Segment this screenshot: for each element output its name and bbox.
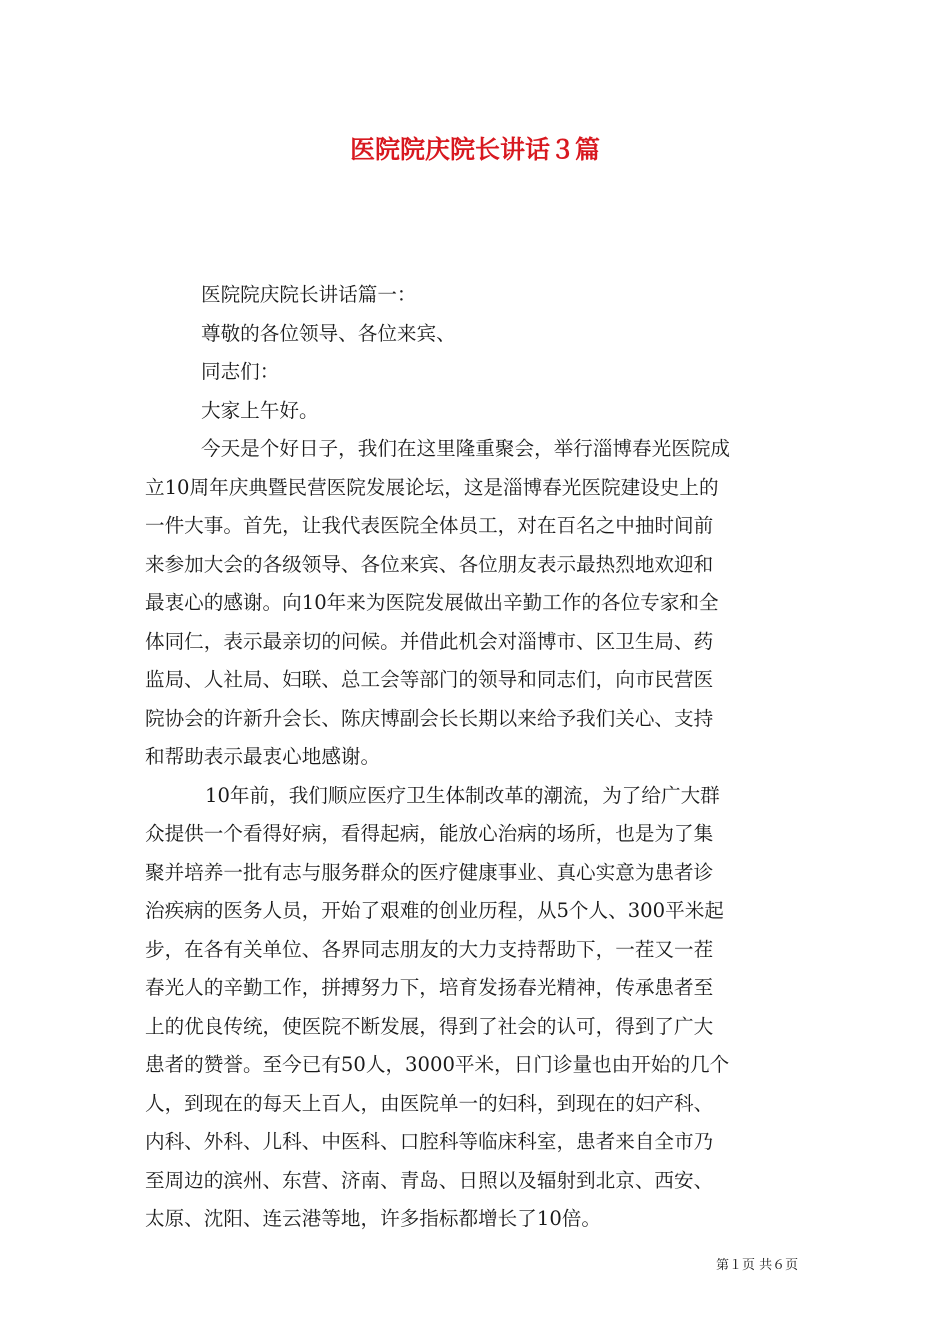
page-title: 医院院庆院长讲话３篇 [349,135,600,164]
paragraph-line: 和帮助表示最衷心地感谢。 [145,745,381,768]
page-number: 第１页 共６页 [716,1258,799,1273]
paragraph-line: 治疾病的医务人员，开始了艰难的创业历程，从5个人、300平米起 [145,899,724,922]
salutation-line: 同志们： [201,360,280,383]
paragraph-line: 聚并培养一批有志与服务群众的医疗健康事业、真心实意为患者诊 [145,860,714,884]
paragraph-line: 立10周年庆典暨民营医院发展论坛，这是淄博春光医院建设史上的 [145,475,719,499]
paragraph-line: 今天是个好日子，我们在这里隆重聚会，举行淄博春光医院成 [201,437,731,460]
paragraph-line: 至周边的滨州、东营、济南、青岛、日照以及辐射到北京、西安、 [145,1168,714,1192]
salutation-line: 尊敬的各位领导、各位来宾、 [201,321,456,345]
paragraph-line: 监局、人社局、妇联、总工会等部门的领导和同志们，向市民营医 [145,668,714,691]
document-body [145,276,805,1239]
paragraph-line: 人，到现在的每天上百人，由医院单一的妇科，到现在的妇产科、 [145,1091,714,1115]
section-heading: 医院院庆院长讲话篇一： [201,283,417,306]
paragraph-line: 众提供一个看得好病，看得起病，能放心治病的场所，也是为了集 [145,822,714,845]
paragraph-line: 一件大事。首先，让我代表医院全体员工，对在百名之中抽时间前 [145,514,714,537]
paragraph-line: 最衷心的感谢。向10年来为医院发展做出辛勤工作的各位专家和全 [145,591,719,614]
paragraph-line: 院协会的许新升会长、陈庆博副会长长期以来给予我们关心、支持 [145,706,714,730]
paragraph-line: 来参加大会的各级领导、各位来宾、各位朋友表示最热烈地欢迎和 [145,552,714,576]
paragraph-line: 太原、沈阳、连云港等地，许多指标都增长了10倍。 [145,1207,601,1230]
paragraph-line: 上的优良传统，使医院不断发展，得到了社会的认可，得到了广大 [145,1014,714,1038]
paragraph-line: 体同仁，表示最亲切的问候。并借此机会对淄博市、区卫生局、药 [145,629,714,653]
greeting-line: 大家上午好。 [201,398,319,422]
paragraph-line: 内科、外科、儿科、中医科、口腔科等临床科室，患者来自全市乃 [145,1130,714,1153]
paragraph-line: 10年前，我们顺应医疗卫生体制改革的潮流，为了给广大群 [205,783,720,807]
paragraph-line: 步，在各有关单位、各界同志朋友的大力支持帮助下，一茬又一茬 [145,937,714,961]
paragraph-line: 春光人的辛勤工作，拼搏努力下，培育发扬春光精神，传承患者至 [145,976,714,999]
paragraph-line: 患者的赞誉。至今已有50人，3000平米，日门诊量也由开始的几个 [145,1053,730,1076]
